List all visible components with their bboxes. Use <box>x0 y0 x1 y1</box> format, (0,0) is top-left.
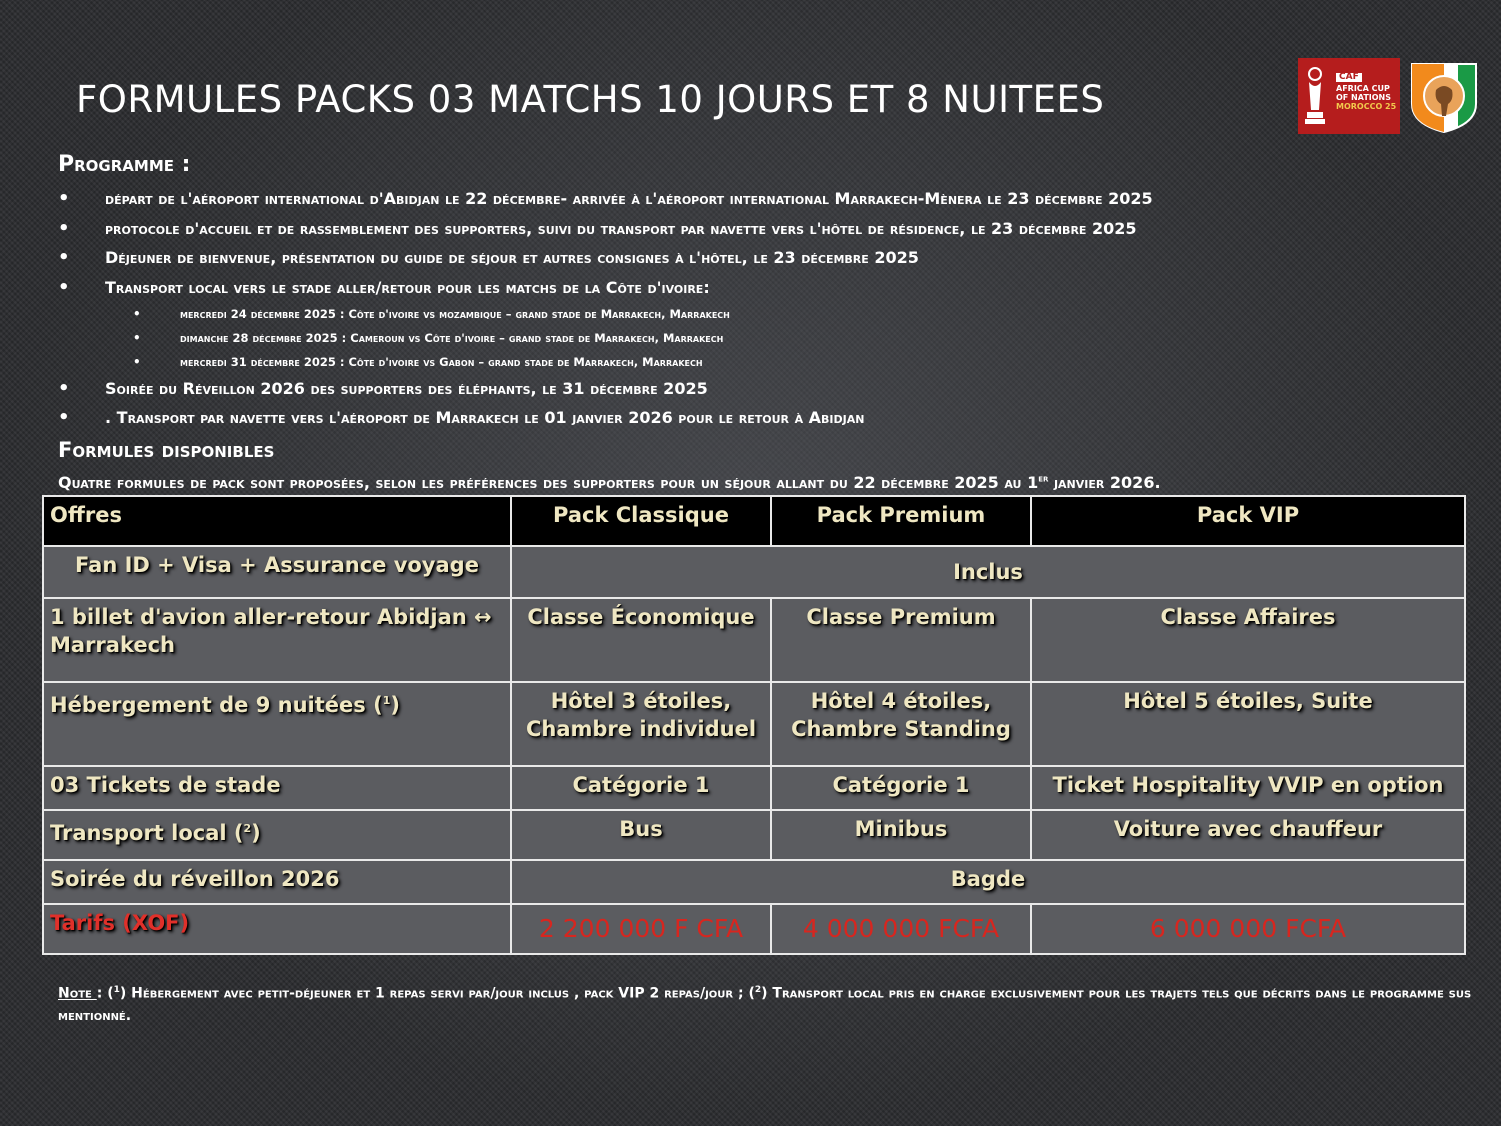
row-label: 03 Tickets de stade <box>43 766 511 810</box>
table-row <box>43 598 1465 682</box>
trophy-icon <box>1304 66 1326 126</box>
cell-value: Catégorie 1 <box>511 766 771 810</box>
row-label: Fan ID + Visa + Assurance voyage <box>43 546 511 598</box>
programme-item: • protocole d'accueil et de rassemblement des supporters, suivi du transport par navette vers l'hôtel de résidence, le 23 décembre 2025 <box>58 216 1458 246</box>
match-list <box>58 302 1458 374</box>
cell-value: Classe Premium <box>771 598 1031 682</box>
header-offres: Offres <box>43 496 511 546</box>
elephant-crest-icon <box>1406 60 1482 134</box>
table-row <box>43 860 1465 904</box>
row-label-tarifs: Tarifs (XOF) <box>43 904 511 954</box>
offers-table <box>42 495 1466 955</box>
cote-divoire-federation-logo <box>1406 60 1482 134</box>
cell-value: Catégorie 1 <box>771 766 1031 810</box>
table-row <box>43 682 1465 766</box>
table-row <box>43 810 1465 860</box>
afcon-logo <box>1298 58 1400 134</box>
match-item: • mercredi 24 décembre 2025 : Côte d'ivoire vs mozambique – grand stade de Marrakech, Marrakech <box>58 302 1458 326</box>
page-title: FORMULES PACKS 03 MATCHS 10 JOURS ET 8 NUITEES <box>76 78 1105 121</box>
row-label: Transport local ($^2$) <box>43 810 511 860</box>
table-row <box>43 546 1465 598</box>
header-pack-premium: Pack Premium <box>771 496 1031 546</box>
price-classique: 2 200 000 F CFA <box>511 904 771 954</box>
formules-intro: Quatre formules de pack sont proposées, selon les préférences des supporters pour un séjour allant du 22 décembre 2025 au 1er janvier 2026. <box>58 473 1161 492</box>
cell-value: Voiture avec chauffeur <box>1031 810 1465 860</box>
programme-heading: Programme : <box>58 152 191 177</box>
note-label: Note <box>58 985 97 1002</box>
cell-value: Classe Affaires <box>1031 598 1465 682</box>
price-vip: 6 000 000 FCFA <box>1031 904 1465 954</box>
programme-item: • Soirée du Réveillon 2026 des supporters des éléphants, le 31 décembre 2025 <box>58 376 1458 406</box>
cell-value: Hôtel 4 étoiles, Chambre Standing <box>771 682 1031 766</box>
cell-value: Bagde <box>511 860 1465 904</box>
match-item: • dimanche 28 décembre 2025 : Cameroun vs Côte d'ivoire – grand stade de Marrakech, Marrakech <box>58 326 1458 350</box>
programme-item: • départ de l'aéroport international d'Abidjan le 22 décembre- arrivée à l'aéroport international Marrakech-Mènera le 23 décembre 2025 <box>58 186 1458 216</box>
afcon-logo-text: CAF AFRICA CUP OF NATIONS MOROCCO 25 <box>1336 72 1397 111</box>
programme-item-label: Transport local vers le stade aller/retour pour les matchs de la Côte d'ivoire: <box>105 277 710 297</box>
logos <box>1298 58 1483 136</box>
programme-item: • . Transport par navette vers l'aéroport de Marrakech le 01 janvier 2026 pour le retour à Abidjan <box>58 405 1458 435</box>
cell-value: Hôtel 3 étoiles, Chambre individuel <box>511 682 771 766</box>
formules-heading: Formules disponibles <box>58 438 275 462</box>
table-row <box>43 904 1465 954</box>
programme-list <box>58 186 1458 435</box>
header-pack-vip: Pack VIP <box>1031 496 1465 546</box>
cell-value: Bus <box>511 810 771 860</box>
cell-value: Classe Économique <box>511 598 771 682</box>
programme-item <box>58 275 1458 374</box>
footnote: Note : ($^1$) Hébergement avec petit-déjeuner et 1 repas servi par/jour inclus , pack VIP 2 repas/jour ; ($^2$) Transport local pris en charge exclusivement pour les trajets tels que décrits dans le programme sus mentionné. <box>58 985 1472 1024</box>
cell-value: Hôtel 5 étoiles, Suite <box>1031 682 1465 766</box>
row-label: Soirée du réveillon 2026 <box>43 860 511 904</box>
table-row <box>43 766 1465 810</box>
cell-value: Minibus <box>771 810 1031 860</box>
cell-value: Inclus <box>511 546 1465 598</box>
table-header-row <box>43 496 1465 546</box>
price-premium: 4 000 000 FCFA <box>771 904 1031 954</box>
header-pack-classique: Pack Classique <box>511 496 771 546</box>
match-item: • mercredi 31 décembre 2025 : Côte d'ivoire vs Gabon – grand stade de Marrakech, Marrakech <box>58 350 1458 374</box>
programme-item: • Déjeuner de bienvenue, présentation du guide de séjour et autres consignes à l'hôtel, le 23 décembre 2025 <box>58 245 1458 275</box>
row-label: Hébergement de 9 nuitées ($^1$) <box>43 682 511 766</box>
cell-value: Ticket Hospitality VVIP en option <box>1031 766 1465 810</box>
row-label: 1 billet d'avion aller-retour Abidjan ↔ Marrakech <box>43 598 511 682</box>
